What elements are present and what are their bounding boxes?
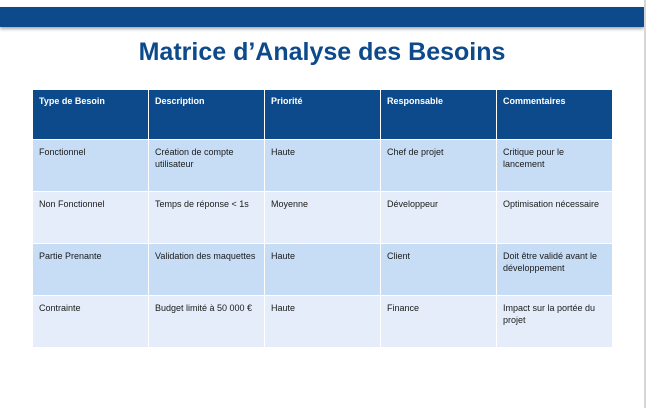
cell-owner: Chef de projet [381,140,497,192]
page-title: Matrice d’Analyse des Besoins [138,38,506,66]
cell-description: Temps de réponse < 1s [149,192,265,244]
cell-priority: Moyenne [265,192,381,244]
cell-owner: Développeur [381,192,497,244]
cell-description: Validation des maquettes [149,244,265,296]
cell-type: Partie Prenante [33,244,149,296]
cell-priority: Haute [265,244,381,296]
table-row [33,296,613,348]
header-type: Type de Besoin [33,90,149,140]
header-priority: Priorité [265,90,381,140]
table-row [33,244,613,296]
table-row [33,140,613,192]
cell-description: Création de compte utilisateur [149,140,265,192]
cell-description: Budget limité à 50 000 € [149,296,265,348]
header-description: Description [149,90,265,140]
cell-priority: Haute [265,296,381,348]
cell-comments: Doit être validé avant le développement [497,244,613,296]
requirements-matrix [32,89,613,348]
cell-comments: Impact sur la portée du projet [497,296,613,348]
cell-priority: Haute [265,140,381,192]
header-comments: Commentaires [497,90,613,140]
cell-comments: Optimisation nécessaire [497,192,613,244]
table-header-row [33,90,613,140]
cell-type: Non Fonctionnel [33,192,149,244]
cell-comments: Critique pour le lancement [497,140,613,192]
header-owner: Responsable [381,90,497,140]
header-band [0,7,644,27]
cell-owner: Finance [381,296,497,348]
cell-type: Fonctionnel [33,140,149,192]
cell-type: Contrainte [33,296,149,348]
cell-owner: Client [381,244,497,296]
table-row [33,192,613,244]
